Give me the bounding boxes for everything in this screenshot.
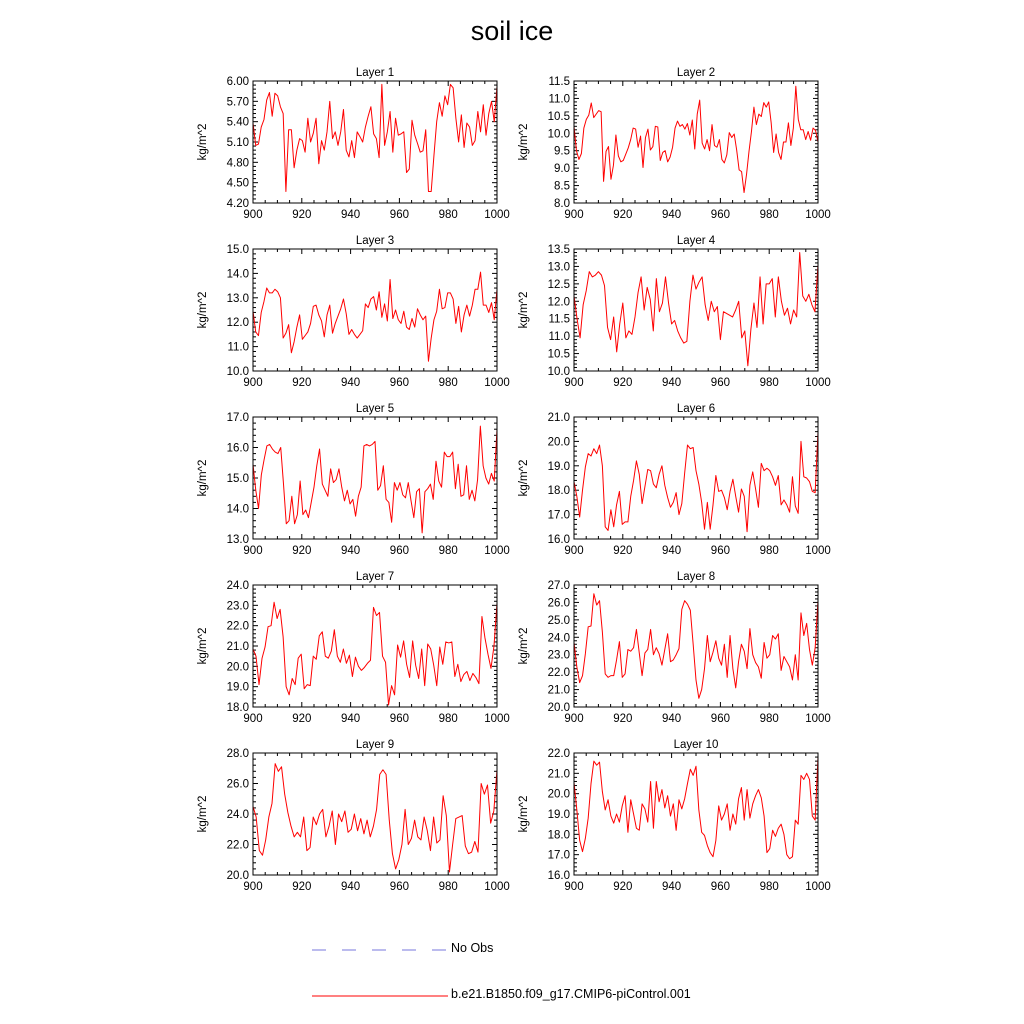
y-tick-label: 14.0 [226, 503, 249, 516]
y-tick-label: 28.0 [226, 748, 249, 760]
x-tick-label: 940 [662, 377, 682, 389]
x-tick-label: 960 [389, 209, 409, 221]
x-tick-label: 1000 [805, 713, 831, 725]
y-tick-label: 16.0 [547, 870, 570, 882]
y-tick-label: 26.0 [226, 778, 249, 791]
y-tick-label: 20.0 [547, 702, 570, 714]
x-tick-label: 900 [564, 881, 584, 893]
y-tick-label: 12.5 [547, 278, 570, 291]
x-tick-label: 960 [389, 377, 409, 389]
y-tick-label: 12.0 [226, 317, 249, 330]
y-tick-label: 24.0 [226, 580, 249, 592]
y-tick-label: 6.00 [226, 76, 249, 88]
x-tick-label: 920 [613, 713, 633, 725]
y-tick-label: 11.0 [548, 93, 570, 106]
plot-frame [574, 585, 818, 707]
y-tick-label: 5.40 [226, 116, 249, 129]
x-tick-label: 980 [438, 377, 458, 389]
series-line-layer-10 [574, 757, 818, 859]
y-tick-label: 10.5 [547, 348, 570, 361]
x-tick-label: 1000 [805, 377, 831, 389]
y-tick-label: 25.0 [547, 614, 570, 627]
x-tick-label: 940 [662, 545, 682, 557]
y-axis-label: kg/m^2 [518, 123, 530, 161]
y-tick-label: 23.0 [226, 600, 249, 613]
x-tick-label: 940 [341, 545, 361, 557]
x-tick-label: 960 [389, 545, 409, 557]
x-tick-label: 940 [341, 209, 361, 221]
chart-panel-layer-9 [197, 739, 510, 893]
x-tick-label: 960 [710, 377, 730, 389]
y-tick-label: 20.0 [547, 788, 570, 801]
series-line-layer-1 [253, 84, 497, 191]
x-tick-label: 920 [613, 209, 633, 221]
y-tick-label: 26.0 [547, 597, 570, 610]
x-tick-label: 960 [710, 713, 730, 725]
y-tick-label: 11.5 [548, 313, 570, 326]
x-tick-label: 920 [613, 545, 633, 557]
page-title: soil ice [470, 16, 554, 46]
x-tick-label: 980 [759, 881, 779, 893]
x-tick-label: 900 [243, 545, 263, 557]
chart-title: Layer 3 [355, 235, 395, 247]
y-tick-label: 18.0 [547, 829, 570, 842]
plot-frame [253, 753, 497, 875]
y-tick-label: 21.0 [547, 412, 570, 424]
legend-label-model: b.e21.B1850.f09_g17.CMIP6-piControl.001 [451, 987, 691, 1001]
y-tick-label: 19.0 [547, 809, 570, 821]
legend-label-no-obs: No Obs [451, 941, 494, 955]
series-line-layer-3 [253, 272, 497, 361]
x-tick-label: 900 [564, 209, 584, 221]
y-tick-label: 16.0 [547, 534, 570, 546]
x-tick-label: 980 [438, 881, 458, 893]
x-tick-label: 960 [389, 713, 409, 725]
y-axis-label: kg/m^2 [197, 627, 209, 665]
x-tick-label: 1000 [805, 881, 831, 893]
x-tick-label: 980 [759, 545, 779, 557]
y-axis-label: kg/m^2 [518, 291, 530, 329]
y-tick-label: 8.0 [554, 198, 570, 210]
y-tick-label: 17.0 [226, 412, 249, 424]
chart-panel-layer-5 [197, 403, 510, 557]
y-tick-label: 10.0 [226, 366, 249, 378]
y-tick-label: 13.0 [547, 261, 570, 274]
y-axis-label: kg/m^2 [518, 795, 530, 833]
y-axis-label: kg/m^2 [518, 627, 530, 665]
chart-title: Layer 2 [676, 67, 716, 79]
x-tick-label: 1000 [484, 377, 510, 389]
y-tick-label: 17.0 [547, 509, 570, 522]
x-tick-label: 980 [438, 209, 458, 221]
chart-title: Layer 5 [355, 403, 395, 415]
y-tick-label: 22.0 [547, 748, 570, 760]
y-tick-label: 11.0 [227, 341, 249, 354]
y-tick-label: 21.0 [547, 768, 570, 781]
series-line-layer-8 [574, 594, 818, 699]
x-tick-label: 920 [292, 377, 312, 389]
x-tick-label: 1000 [805, 209, 831, 221]
x-tick-label: 980 [759, 209, 779, 221]
y-tick-label: 21.0 [547, 684, 570, 697]
x-tick-label: 940 [662, 881, 682, 893]
series-line-layer-2 [574, 86, 818, 192]
chart-title: Layer 4 [676, 235, 716, 247]
plot-frame [574, 417, 818, 539]
chart-title: Layer 9 [355, 739, 395, 751]
x-tick-label: 900 [243, 377, 263, 389]
plot-frame [253, 585, 497, 707]
y-tick-label: 4.20 [226, 198, 249, 210]
series-line-layer-4 [574, 252, 818, 365]
y-tick-label: 9.0 [554, 163, 570, 176]
x-tick-label: 900 [243, 881, 263, 893]
y-tick-label: 13.5 [547, 244, 570, 256]
y-tick-label: 20.0 [547, 436, 570, 449]
chart-panel-layer-2 [518, 67, 831, 221]
y-tick-label: 10.0 [547, 366, 570, 378]
x-tick-label: 1000 [484, 209, 510, 221]
y-tick-label: 18.0 [226, 702, 249, 714]
x-tick-label: 920 [292, 713, 312, 725]
x-tick-label: 920 [292, 209, 312, 221]
chart-title: Layer 7 [355, 571, 395, 583]
chart-panel-layer-4 [518, 235, 831, 389]
chart-panel-layer-3 [197, 235, 510, 389]
y-tick-label: 10.0 [547, 128, 570, 141]
plot-frame [574, 81, 818, 203]
y-tick-label: 9.5 [554, 145, 570, 158]
y-tick-label: 15.0 [226, 244, 249, 256]
chart-panel-layer-8 [518, 571, 831, 725]
y-tick-label: 22.0 [226, 620, 249, 633]
x-tick-label: 980 [759, 377, 779, 389]
y-tick-label: 20.0 [226, 661, 249, 674]
plot-frame [253, 81, 497, 203]
plot-frame [574, 249, 818, 371]
y-tick-label: 5.10 [226, 137, 249, 149]
x-tick-label: 920 [613, 377, 633, 389]
y-axis-label: kg/m^2 [197, 291, 209, 329]
y-tick-label: 11.0 [548, 331, 570, 344]
x-tick-label: 1000 [805, 545, 831, 557]
chart-title: Layer 6 [676, 403, 716, 415]
y-tick-label: 13.0 [226, 292, 249, 305]
x-tick-label: 960 [710, 209, 730, 221]
x-tick-label: 940 [662, 713, 682, 725]
y-tick-label: 4.80 [226, 157, 249, 170]
chart-panel-layer-6 [518, 403, 831, 557]
x-tick-label: 980 [438, 713, 458, 725]
x-tick-label: 940 [662, 209, 682, 221]
x-tick-label: 1000 [484, 545, 510, 557]
y-tick-label: 13.0 [226, 534, 249, 546]
x-tick-label: 960 [389, 881, 409, 893]
x-tick-label: 940 [341, 377, 361, 389]
series-line-layer-9 [253, 764, 497, 872]
y-axis-label: kg/m^2 [197, 795, 209, 833]
y-tick-label: 24.0 [547, 632, 570, 645]
x-tick-label: 960 [710, 881, 730, 893]
y-tick-label: 15.0 [226, 473, 249, 485]
y-tick-label: 4.50 [226, 177, 249, 190]
y-tick-label: 12.0 [547, 296, 570, 309]
y-tick-label: 22.0 [547, 667, 570, 680]
y-tick-label: 24.0 [226, 809, 249, 821]
y-tick-label: 21.0 [226, 641, 249, 653]
chart-title: Layer 8 [676, 571, 716, 583]
x-tick-label: 900 [564, 713, 584, 725]
x-tick-label: 980 [438, 545, 458, 557]
chart-title: Layer 1 [355, 67, 395, 79]
y-tick-label: 23.0 [547, 649, 570, 662]
chart-panel-layer-1 [197, 67, 510, 221]
y-tick-label: 14.0 [226, 268, 249, 281]
plot-frame [253, 417, 497, 539]
series-line-layer-7 [253, 602, 497, 705]
y-tick-label: 20.0 [226, 870, 249, 882]
y-tick-label: 11.5 [548, 76, 570, 88]
x-tick-label: 900 [243, 713, 263, 725]
x-tick-label: 900 [564, 377, 584, 389]
x-tick-label: 960 [710, 545, 730, 557]
y-tick-label: 10.5 [547, 110, 570, 123]
x-tick-label: 920 [292, 545, 312, 557]
y-tick-label: 17.0 [547, 849, 570, 862]
plot-frame [253, 249, 497, 371]
y-axis-label: kg/m^2 [518, 459, 530, 497]
x-tick-label: 940 [341, 713, 361, 725]
y-tick-label: 19.0 [226, 681, 249, 694]
y-tick-label: 22.0 [226, 839, 249, 852]
x-tick-label: 940 [341, 881, 361, 893]
y-axis-label: kg/m^2 [197, 123, 209, 161]
x-tick-label: 1000 [484, 713, 510, 725]
series-line-layer-5 [253, 426, 497, 533]
y-tick-label: 19.0 [547, 460, 570, 473]
x-tick-label: 900 [243, 209, 263, 221]
chart-panel-layer-7 [197, 571, 510, 725]
chart-title: Layer 10 [673, 739, 719, 751]
y-tick-label: 8.5 [554, 180, 570, 193]
x-tick-label: 1000 [484, 881, 510, 893]
y-tick-label: 18.0 [547, 485, 570, 498]
y-axis-label: kg/m^2 [197, 459, 209, 497]
chart-panel-layer-10 [518, 739, 831, 893]
x-tick-label: 920 [292, 881, 312, 893]
x-tick-label: 920 [613, 881, 633, 893]
y-tick-label: 5.70 [226, 96, 249, 109]
y-tick-label: 27.0 [547, 580, 570, 592]
x-tick-label: 980 [759, 713, 779, 725]
y-tick-label: 16.0 [226, 442, 249, 455]
x-tick-label: 900 [564, 545, 584, 557]
series-line-layer-6 [574, 432, 818, 532]
